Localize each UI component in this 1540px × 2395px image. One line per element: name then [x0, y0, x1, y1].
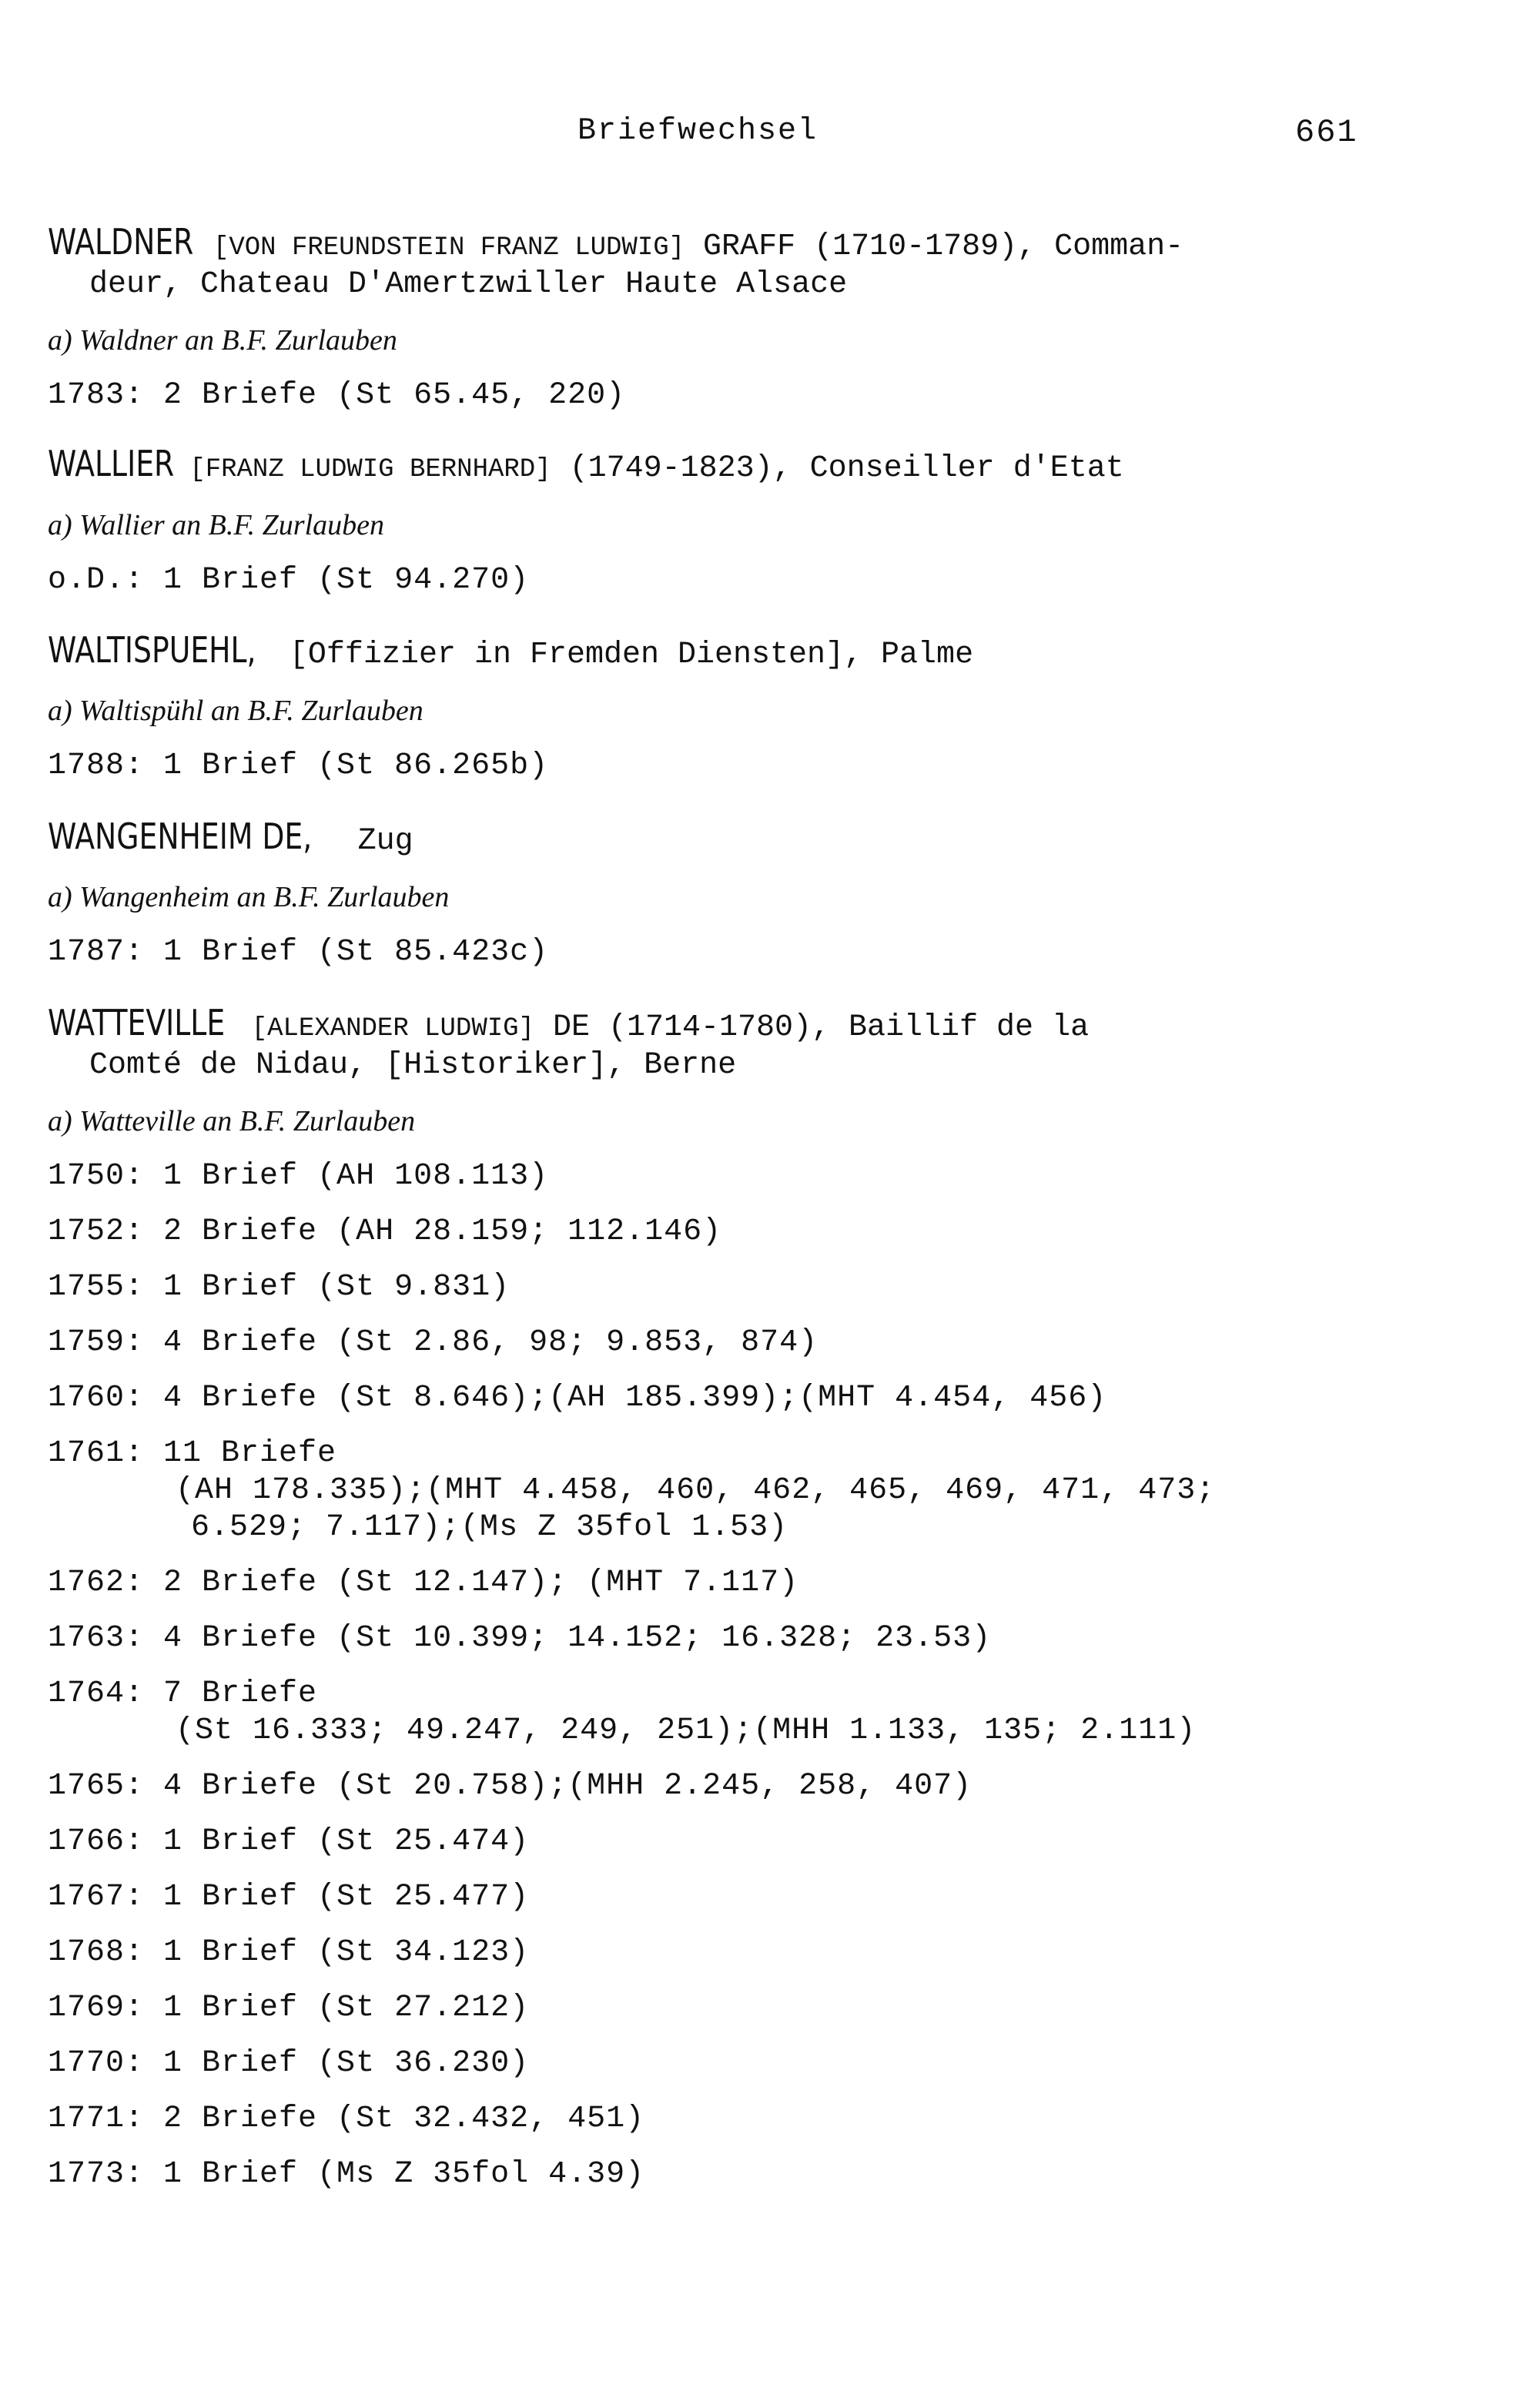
entry-heading-cont: Comté de Nidau, [Historiker], Berne [89, 1048, 737, 1083]
entry-heading [48, 223, 1495, 266]
entry-heading-rest: (1749-1823), Conseiller d'Etat [551, 451, 1124, 486]
letter-line: 1761: 11 Briefe [48, 1436, 337, 1471]
letter-line: 1752: 2 Briefe (AH 28.159; 112.146) [48, 1214, 722, 1249]
entry-name: WALTISPUEHL, [48, 629, 256, 671]
letter-line: 1767: 1 Brief (St 25.477) [48, 1880, 530, 1914]
letter-line: 1783: 2 Briefe (St 65.45, 220) [48, 378, 626, 413]
correspondence-direction: a) Waldner an B.F. Zurlauben [48, 324, 397, 357]
entry-name-detail: [VON FREUNDSTEIN FRANZ LUDWIG] [213, 233, 685, 263]
entry-watteville [48, 1004, 1495, 2193]
entry-name: WALLIER [48, 443, 175, 484]
letter-line: 1768: 1 Brief (St 34.123) [48, 1935, 530, 1970]
letter-line: 1764: 7 Briefe [48, 1676, 318, 1711]
letter-line: 1755: 1 Brief (St 9.831) [48, 1270, 511, 1305]
entry-heading [48, 445, 1495, 488]
letter-line-cont: (AH 178.335);(MHT 4.458, 460, 462, 465, 469, 471, 473; [176, 1473, 1216, 1508]
letter-line: 1769: 1 Brief (St 27.212) [48, 1991, 530, 2025]
correspondence-direction: a) Wangenheim an B.F. Zurlauben [48, 881, 450, 913]
entry-name: WANGENHEIM DE, [48, 816, 313, 857]
letter-line-cont: 6.529; 7.117);(Ms Z 35fol 1.53) [191, 1510, 788, 1545]
entry-name: WATTEVILLE [48, 1002, 226, 1043]
letter-line: 1765: 4 Briefe (St 20.758);(MHH 2.245, 258, 407) [48, 1769, 973, 1804]
entry-heading-rest: Zug [357, 824, 413, 859]
entry-heading [48, 1004, 1495, 1047]
letter-line: 1760: 4 Briefe (St 8.646);(AH 185.399);(MHT 4.454, 456) [48, 1381, 1107, 1415]
letter-line: 1750: 1 Brief (AH 108.113) [48, 1159, 549, 1194]
letter-line: 1766: 1 Brief (St 25.474) [48, 1824, 530, 1859]
letter-line: o.D.: 1 Brief (St 94.270) [48, 563, 530, 598]
entry-wallier [48, 445, 1495, 599]
entry-name-detail: [ALEXANDER LUDWIG] [251, 1014, 534, 1043]
correspondence-direction: a) Wallier an B.F. Zurlauben [48, 509, 385, 541]
correspondence-direction: a) Waltispühl an B.F. Zurlauben [48, 695, 424, 727]
entry-heading [48, 631, 1495, 674]
page-number: 661 [1295, 114, 1358, 151]
header-title: Briefwechsel [578, 114, 819, 149]
entry-heading-rest: [Offizier in Fremden Diensten], Palme [289, 638, 974, 672]
letter-line: 1787: 1 Brief (St 85.423c) [48, 935, 549, 970]
entry-heading [48, 818, 1495, 860]
entry-name: WALDNER [48, 221, 194, 263]
entry-name-detail: [FRANZ LUDWIG BERNHARD] [189, 455, 551, 484]
entry-heading-cont: deur, Chateau D'Amertzwiller Haute Alsace [89, 267, 848, 302]
letter-line-cont: (St 16.333; 49.247, 249, 251);(MHH 1.133, 135; 2.111) [176, 1713, 1197, 1748]
entry-heading-rest: GRAFF (1710-1789), Comman- [685, 229, 1184, 264]
entry-wangenheim [48, 818, 1495, 971]
letter-line: 1759: 4 Briefe (St 2.86, 98; 9.853, 874) [48, 1325, 819, 1360]
correspondence-direction: a) Watteville an B.F. Zurlauben [48, 1105, 416, 1137]
letter-line: 1770: 1 Brief (St 36.230) [48, 2046, 530, 2081]
letter-line: 1771: 2 Briefe (St 32.432, 451) [48, 2102, 645, 2136]
entry-heading-rest: DE (1714-1780), Baillif de la [534, 1010, 1090, 1045]
letter-line: 1763: 4 Briefe (St 10.399; 14.152; 16.328; 23.53) [48, 1621, 992, 1656]
letter-line: 1773: 1 Brief (Ms Z 35fol 4.39) [48, 2157, 645, 2192]
entry-waltispuehl [48, 631, 1495, 785]
letter-line: 1762: 2 Briefe (St 12.147); (MHT 7.117) [48, 1566, 799, 1600]
letter-line: 1788: 1 Brief (St 86.265b) [48, 749, 549, 783]
entry-waldner [48, 223, 1495, 414]
